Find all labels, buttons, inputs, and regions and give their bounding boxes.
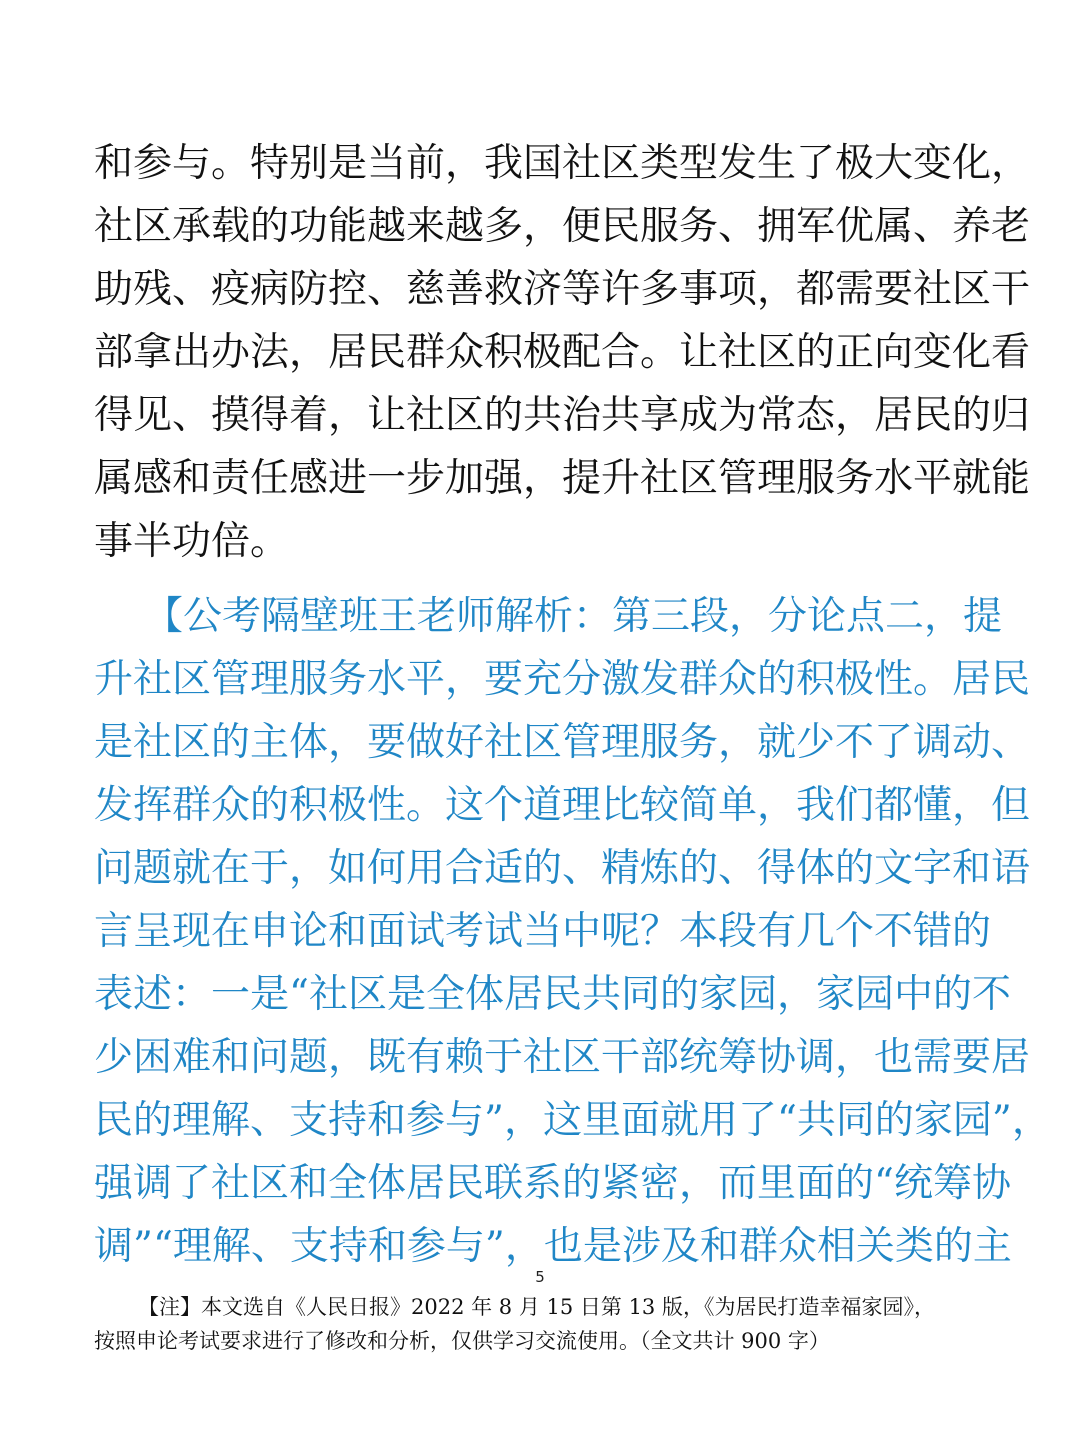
text-line: 属感和责任感进一步加强，提升社区管理服务水平就能 <box>94 456 1031 501</box>
analysis-line: 言呈现在申论和面试考试当中呢？本段有几个不错的 <box>94 909 992 954</box>
analysis-line: 少困难和问题，既有赖于社区干部统筹协调，也需要居 <box>94 1035 1031 1080</box>
analysis-line: 调”“理解、支持和参与”，也是涉及和群众相关类的主 <box>94 1224 1012 1269</box>
footnote <box>94 1290 998 1358</box>
text-line: 和参与。特别是当前，我国社区类型发生了极大变化， <box>94 141 1031 186</box>
analysis-line: 民的理解、支持和参与”，这里面就用了“共同的家园”， <box>94 1098 1051 1143</box>
analysis-line: 问题就在于，如何用合适的、精炼的、得体的文字和语 <box>94 846 1031 891</box>
text-line: 得见、摸得着，让社区的共治共享成为常态，居民的归 <box>94 393 1031 438</box>
analysis-line: 表述：一是“社区是全体居民共同的家园，家园中的不 <box>94 972 1011 1017</box>
body-text <box>94 132 1051 1278</box>
text-line: 助残、疫病防控、慈善救济等许多事项，都需要社区干 <box>94 267 1031 312</box>
analysis-line: 是社区的主体，要做好社区管理服务，就少不了调动、 <box>94 720 1031 765</box>
text-line: 社区承载的功能越来越多，便民服务、拥军优属、养老 <box>94 204 1031 249</box>
analysis-line: 强调了社区和全体居民联系的紧密，而里面的“统筹协 <box>94 1161 1011 1206</box>
analysis-line: 发挥群众的积极性。这个道理比较简单，我们都懂，但 <box>94 783 1031 828</box>
analysis-line: 【公考隔壁班王老师解析：第三段，分论点二，提 <box>144 594 1003 639</box>
page-number: 5 <box>535 1268 545 1286</box>
text-line: 事半功倍。 <box>94 519 290 564</box>
analysis-line: 升社区管理服务水平，要充分激发群众的积极性。居民 <box>94 657 1031 702</box>
text-line: 部拿出办法，居民群众积极配合。让社区的正向变化看 <box>94 330 1031 375</box>
paragraph-gap <box>94 573 988 585</box>
footnote-line: 【注】本文选自《人民日报》2022 年 8 月 15 日第 13 版，《为居民打造幸福家园》， <box>138 1295 935 1319</box>
footnote-line: 按照申论考试要求进行了修改和分析，仅供学习交流使用。（全文共计 900 字） <box>94 1329 830 1353</box>
